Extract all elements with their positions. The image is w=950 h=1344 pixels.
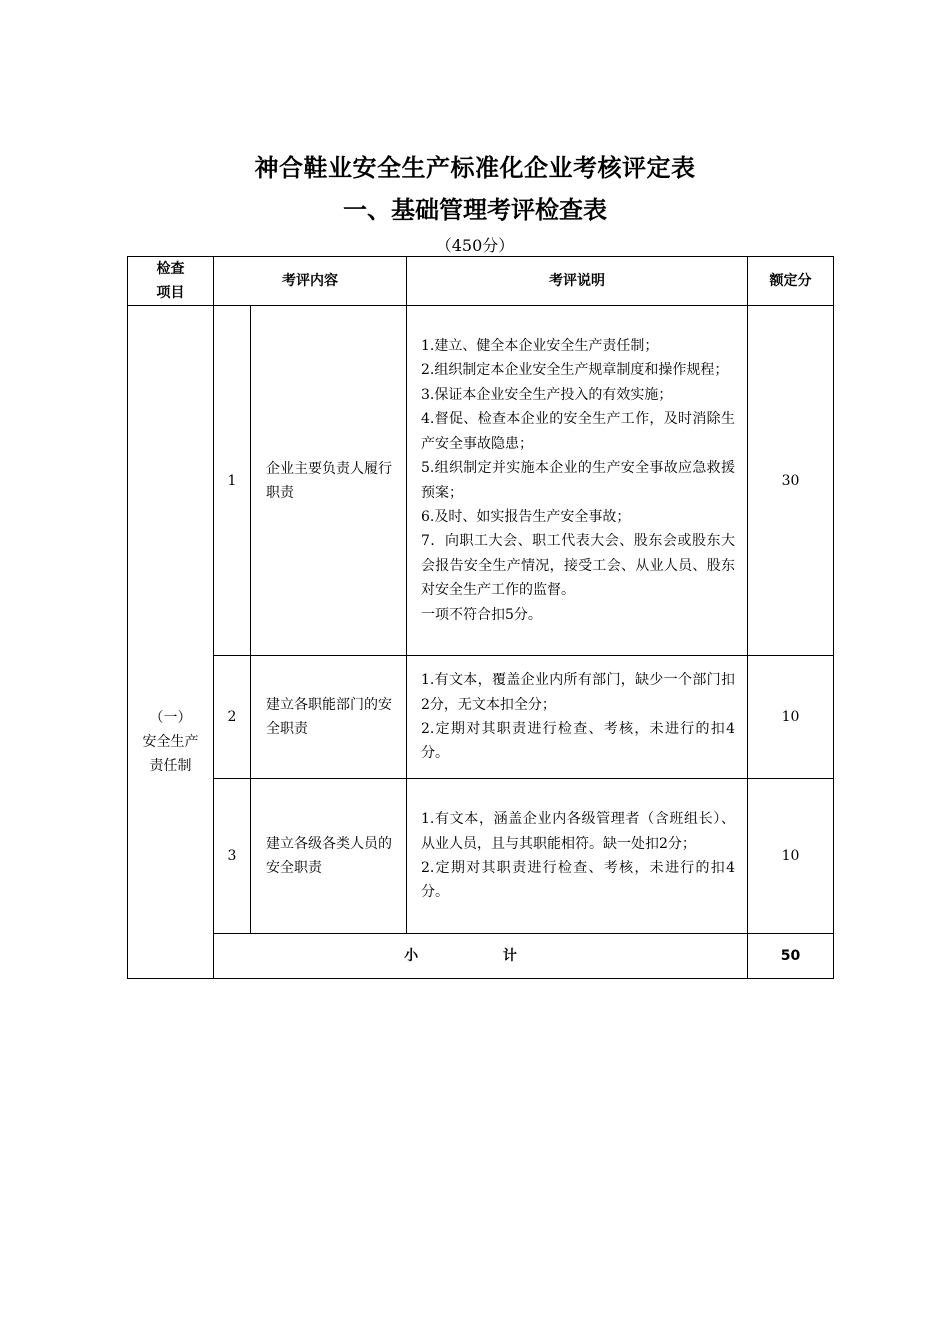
header-item: 检查 项目 <box>128 257 214 306</box>
table-row <box>128 779 834 934</box>
description-line: 1.有文本，覆盖企业内所有部门，缺少一个部门扣2分，无文本扣全分； <box>421 672 735 713</box>
category-cell <box>128 306 214 979</box>
header-score: 额定分 <box>748 257 834 306</box>
table-row <box>128 306 834 656</box>
section-title: 一、基础管理考评检查表 <box>343 196 607 224</box>
row-content: 建立各职能部门的安全职责 <box>251 656 407 779</box>
description-line: 2.定期对其职责进行检查、考核，未进行的扣4分。 <box>421 721 735 762</box>
assessment-table <box>127 256 834 979</box>
row-description <box>407 779 748 934</box>
description-line: 5.组织制定并实施本企业的生产安全事故应急救援预案； <box>421 460 735 501</box>
category-label: （一） 安全生产 责任制 <box>142 710 199 774</box>
row-number: 1 <box>214 306 251 656</box>
subtotal-row <box>128 934 834 979</box>
row-number: 3 <box>214 779 251 934</box>
total-score: （450分） <box>435 236 515 255</box>
document-title: 神合鞋业安全生产标准化企业考核评定表 <box>254 154 696 182</box>
subtotal-score: 50 <box>748 934 834 979</box>
header-row <box>128 257 834 306</box>
row-score: 10 <box>748 779 834 934</box>
description-line: 4.督促、检查本企业的安全生产工作，及时消除生产安全事故隐患； <box>421 411 735 452</box>
description-line: 一项不符合扣5分。 <box>421 606 542 623</box>
row-score: 10 <box>748 656 834 779</box>
row-description <box>407 656 748 779</box>
description-line: 1.建立、健全本企业安全生产责任制； <box>421 338 659 355</box>
table-row <box>128 656 834 779</box>
description-line: 2.定期对其职责进行检查、考核，未进行的扣4分。 <box>421 860 735 901</box>
description-line: 6.及时、如实报告生产安全事故； <box>421 508 631 525</box>
description-line: 3.保证本企业安全生产投入的有效实施； <box>421 386 673 403</box>
description-line: 1.有文本，涵盖企业内各级管理者（含班组长）、从业人员，且与其职能相符。缺一处扣2分； <box>421 811 735 852</box>
row-description <box>407 306 748 656</box>
header-description: 考评说明 <box>407 257 748 306</box>
row-content: 建立各级各类人员的安全职责 <box>251 779 407 934</box>
description-line: 7．向职工大会、职工代表大会、股东会或股东大会报告安全生产情况，接受工会、从业人员、股东对安全生产工作的监督。 <box>421 533 735 599</box>
header-content: 考评内容 <box>214 257 407 306</box>
row-content: 企业主要负责人履行职责 <box>251 306 407 656</box>
subtotal-label: 小 计 <box>214 934 748 979</box>
row-score: 30 <box>748 306 834 656</box>
description-line: 2.组织制定本企业安全生产规章制度和操作规程； <box>421 362 729 379</box>
row-number: 2 <box>214 656 251 779</box>
